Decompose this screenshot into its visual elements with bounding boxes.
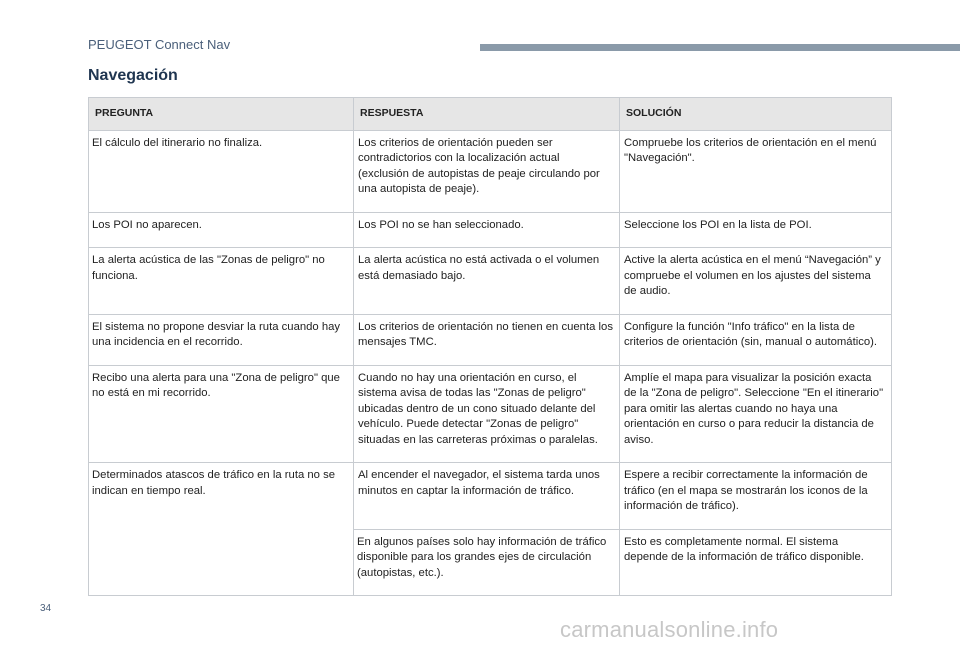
answer-cell: Los criterios de orientación no tienen en cuenta los mensajes TMC. (354, 314, 620, 365)
answer-cell: La alerta acústica no está activada o el volumen está demasiado bajo. (354, 248, 620, 315)
watermark: carmanualsonline.info (560, 617, 779, 642)
section-title: Navegación (88, 67, 178, 84)
running-header: PEUGEOT Connect Nav (88, 37, 231, 52)
table-row (89, 314, 892, 365)
answer-cell: Cuando no hay una orientación en curso, el sistema avisa de todas las "Zonas de peligro" ubicadas dentro de un cono situado delante del vehículo. Puede detectar "Zonas de peligro" situadas en las carreteras próximas o paralelas. (354, 365, 620, 463)
column-header-answer: RESPUESTA (354, 98, 620, 131)
question-cell: La alerta acústica de las "Zonas de peligro" no funciona. (89, 248, 354, 315)
page-number: 34 (40, 603, 52, 614)
table-header-row (89, 98, 892, 131)
answer-cell: Los POI no se han seleccionado. (354, 212, 620, 248)
answer-cell: Los criterios de orientación pueden ser contradictorios con la localización actual (exclusión de autopistas de peaje circulando por una autopista de peaje). (354, 130, 620, 212)
table-row (89, 365, 892, 463)
question-cell: Los POI no aparecen. (89, 212, 354, 248)
question-cell: El sistema no propone desviar la ruta cuando hay una incidencia en el recorrido. (89, 314, 354, 365)
solution-cell: Espere a recibir correctamente la información de tráfico (en el mapa se mostrarán los iconos de la información de tráfico). (620, 463, 892, 530)
column-header-question: PREGUNTA (89, 98, 354, 131)
answer-cell: En algunos países solo hay información de tráfico disponible para los grandes ejes de circulación (autopistas, etc.). (354, 529, 620, 596)
solution-cell: Configure la función "Info tráfico" en la lista de criterios de orientación (sin, manual o automático). (620, 314, 892, 365)
question-cell: Recibo una alerta para una "Zona de peligro" que no está en mi recorrido. (89, 365, 354, 463)
table-row (89, 130, 892, 212)
troubleshooting-table (88, 97, 892, 596)
troubleshooting-table-container (88, 97, 891, 596)
solution-cell: Amplíe el mapa para visualizar la posición exacta de la "Zona de peligro". Seleccione "En el itinerario" para omitir las alertas cuando no haya una orientación en curso o para reducir la distancia de aviso. (620, 365, 892, 463)
solution-cell: Esto es completamente normal. El sistema depende de la información de tráfico disponible. (620, 529, 892, 596)
question-cell: El cálculo del itinerario no finaliza. (89, 130, 354, 212)
solution-cell: Active la alerta acústica en el menú “Navegación” y compruebe el volumen en los ajustes del sistema de audio. (620, 248, 892, 315)
table-row (89, 212, 892, 248)
solution-cell: Seleccione los POI en la lista de POI. (620, 212, 892, 248)
table-row (89, 463, 892, 530)
header-accent-bar (480, 44, 960, 51)
table-row (89, 248, 892, 315)
answer-cell: Al encender el navegador, el sistema tarda unos minutos en captar la información de tráfico. (354, 463, 620, 530)
solution-cell: Compruebe los criterios de orientación en el menú "Navegación". (620, 130, 892, 212)
question-cell: Determinados atascos de tráfico en la ruta no se indican en tiempo real. (89, 463, 354, 596)
column-header-solution: SOLUCIÓN (620, 98, 892, 131)
